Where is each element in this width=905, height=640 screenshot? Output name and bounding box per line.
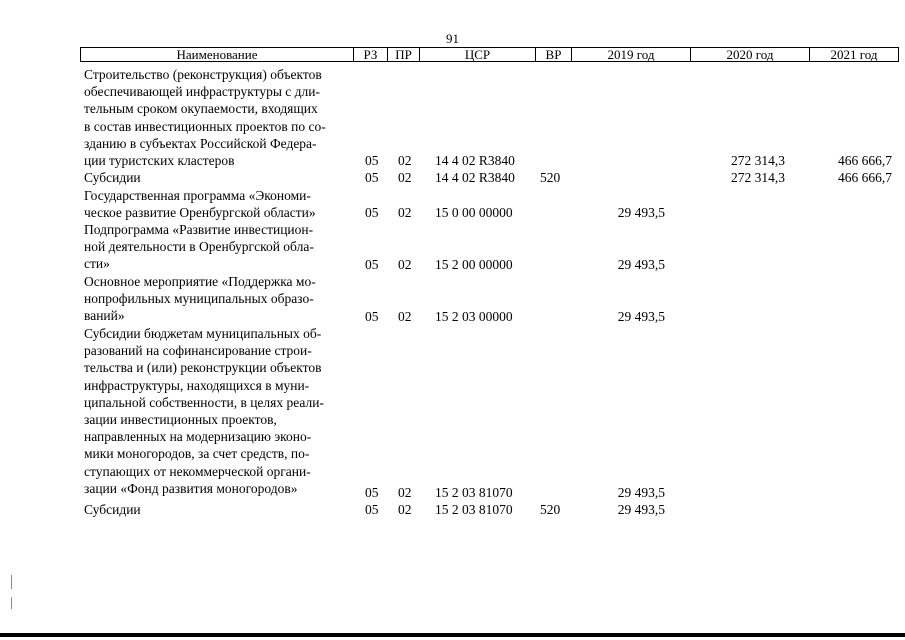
row-csr: 14 4 02 R3840 — [435, 153, 515, 168]
row-pr: 02 — [398, 309, 412, 324]
row-name: Строительство (реконструкция) объектов обеспечивающей инфраструктуры с дли- тельным сроком окупаемости, входящих в состав инвестиционных проектов по со- зданию в субъектах Российской Федера- ции туристских кластеров — [84, 67, 326, 169]
header-csr: ЦСР — [419, 48, 535, 61]
header-vr: ВР — [535, 48, 571, 61]
row-csr: 15 2 00 00000 — [435, 257, 513, 272]
header-2021: 2021 год — [809, 48, 898, 61]
table-header — [80, 47, 899, 62]
row-name: Субсидии — [84, 170, 141, 185]
page-bottom-edge — [0, 633, 905, 637]
row-rz: 05 — [365, 485, 379, 500]
row-csr: 15 2 03 81070 — [435, 502, 513, 517]
row-name: Основное мероприятие «Поддержка мо- нопрофильных муниципальных образо- ваний» — [84, 274, 316, 324]
row-rz: 05 — [365, 205, 379, 220]
row-rz: 05 — [365, 309, 379, 324]
row-2019: 29 493,5 — [617, 205, 665, 220]
row-rz: 05 — [365, 502, 379, 517]
row-2019: 29 493,5 — [617, 309, 665, 324]
header-pr: ПР — [387, 48, 419, 61]
row-name: Государственная программа «Экономи- ческое развитие Оренбургской области» — [84, 188, 316, 221]
row-2020: 272 314,3 — [731, 153, 785, 168]
row-rz: 05 — [365, 153, 379, 168]
row-csr: 15 2 03 00000 — [435, 309, 513, 324]
header-rz: РЗ — [353, 48, 387, 61]
row-pr: 02 — [398, 502, 412, 517]
header-name: Наименование — [176, 47, 258, 62]
row-pr: 02 — [398, 170, 412, 185]
row-name: Подпрограмма «Развитие инвестицион- ной деятельности в Оренбургской обла- сти» — [84, 222, 314, 272]
row-pr: 02 — [398, 153, 412, 168]
row-name: Субсидии — [84, 502, 141, 517]
row-rz: 05 — [365, 170, 379, 185]
header-2020: 2020 год — [690, 48, 809, 61]
row-vr: 520 — [540, 170, 561, 185]
row-2019: 29 493,5 — [617, 502, 665, 517]
row-rz: 05 — [365, 257, 379, 272]
header-2019: 2019 год — [571, 48, 690, 61]
row-2019: 29 493,5 — [617, 485, 665, 500]
row-name: Субсидии бюджетам муниципальных об- разований на софинансирование строи- тельства и (или) реконструкции объектов инфраструктуры, находящихся в муни- ципальной собственности, в целях реали- зации инвестиционных проектов, направленных на модернизацию эконо- мики моногородов, за счет средств, по- ступающих от некоммерческой органи- зации «Фонд развития моногородов» — [84, 326, 324, 496]
row-csr: 14 4 02 R3840 — [435, 170, 515, 185]
row-pr: 02 — [398, 257, 412, 272]
scan-edge-mark — [11, 575, 12, 589]
row-2021: 466 666,7 — [838, 170, 892, 185]
row-csr: 15 2 03 81070 — [435, 485, 513, 500]
row-csr: 15 0 00 00000 — [435, 205, 513, 220]
row-vr: 520 — [540, 502, 561, 517]
row-pr: 02 — [398, 485, 412, 500]
page-number: 91 — [446, 31, 459, 46]
row-2019: 29 493,5 — [617, 257, 665, 272]
row-2021: 466 666,7 — [838, 153, 892, 168]
row-pr: 02 — [398, 205, 412, 220]
scan-edge-mark — [11, 597, 12, 609]
row-2020: 272 314,3 — [731, 170, 785, 185]
